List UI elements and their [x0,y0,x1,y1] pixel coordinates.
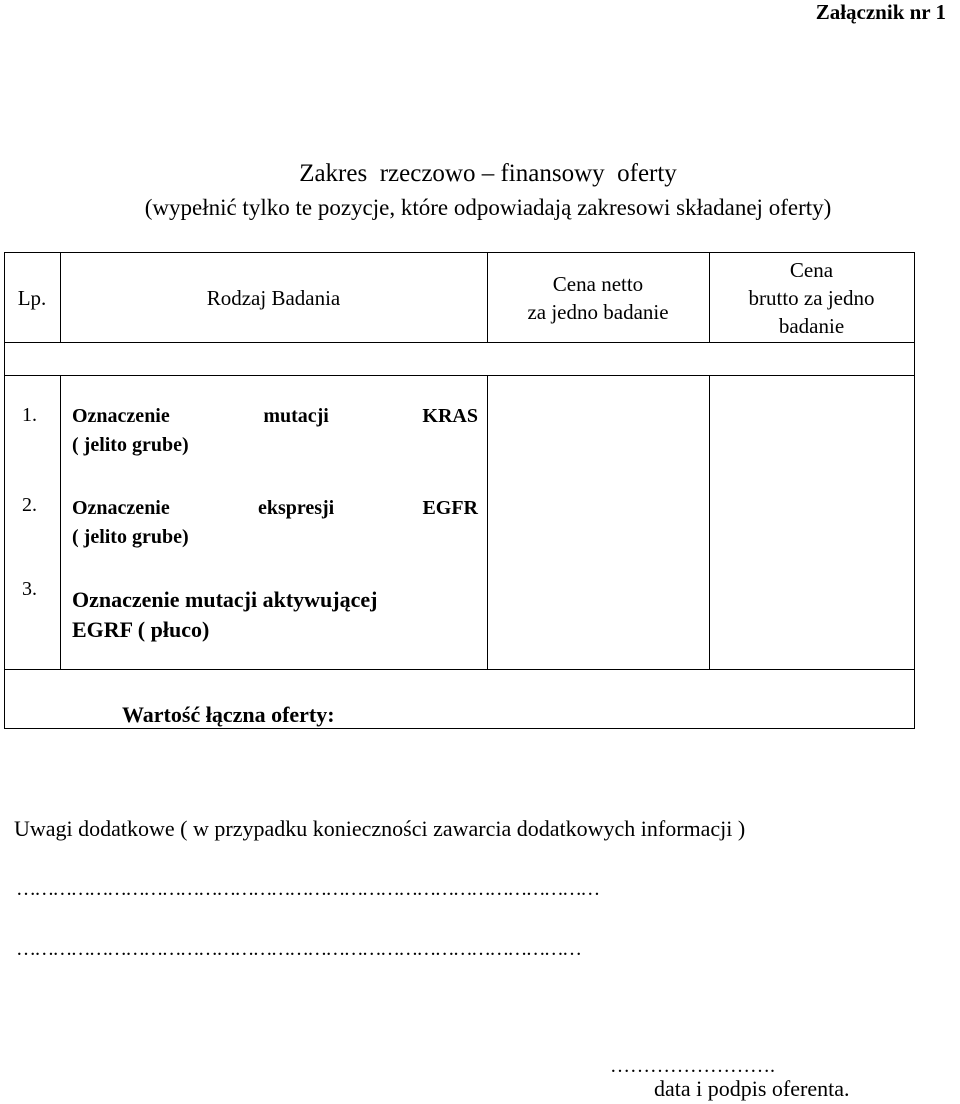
remarks-dotted-line: …………………………………………………………………………………… [16,878,599,900]
row-test-name [72,402,478,460]
table-border-bottom [4,728,915,729]
header-gross-price [709,256,914,340]
table-col-divider [709,375,710,669]
table-border-left [4,252,5,729]
header-gross-line3: badanie [778,314,845,338]
table-rule [4,342,915,343]
table-border-right [914,252,915,729]
row-test-name [72,494,478,552]
row-test-name-line1 [72,494,478,523]
header-test-type: Rodzaj Badania [206,286,341,310]
remarks-dotted-line: ………………………………………………………………………………… [16,938,581,960]
row-test-name [72,585,377,645]
annex-label: Załącznik nr 1 [815,0,946,24]
table-border-top [4,252,915,253]
row-number: 3. [22,578,37,600]
table-rule [4,375,915,376]
table-col-divider [487,375,488,669]
word: KRAS [422,405,478,427]
header-gross-line2: brutto za jedno [748,286,875,310]
word: Oznaczenie [72,497,170,519]
row-test-name-line2: ( jelito grube) [72,434,189,456]
word: Oznaczenie [72,405,170,427]
document-title: Zakres rzeczowo – finansowy oferty [299,160,677,187]
row-test-name-line1 [72,402,478,431]
word: EGFR [422,497,478,519]
total-value-label: Wartość łączna oferty: [122,702,335,727]
word: ekspresji [257,497,335,519]
signature-dotted-line: ……………………. [610,1055,775,1077]
remarks-label: Uwagi dodatkowe ( w przypadku konieczności zawarcia dodatkowych informacji ) [14,816,746,841]
header-net-price [487,270,709,326]
signature-label: data i podpis oferenta. [654,1076,850,1101]
word: mutacji [263,405,329,427]
header-lp: Lp. [17,286,47,310]
row-number: 2. [22,494,37,516]
row-number: 1. [22,404,37,426]
header-net-line2: za jedno badanie [527,300,669,324]
table-rule [4,669,915,670]
row-test-name-line2: EGRF ( płuco) [72,617,210,642]
table-col-divider [60,375,61,669]
row-test-name-line2: ( jelito grube) [72,526,189,548]
document-subtitle: (wypełnić tylko te pozycje, które odpowiadają zakresowi składanej oferty) [144,195,832,220]
row-test-name-line1: Oznaczenie mutacji aktywującej [72,587,378,612]
header-gross-line1: Cena [789,258,834,282]
header-net-line1: Cena netto [552,272,644,296]
